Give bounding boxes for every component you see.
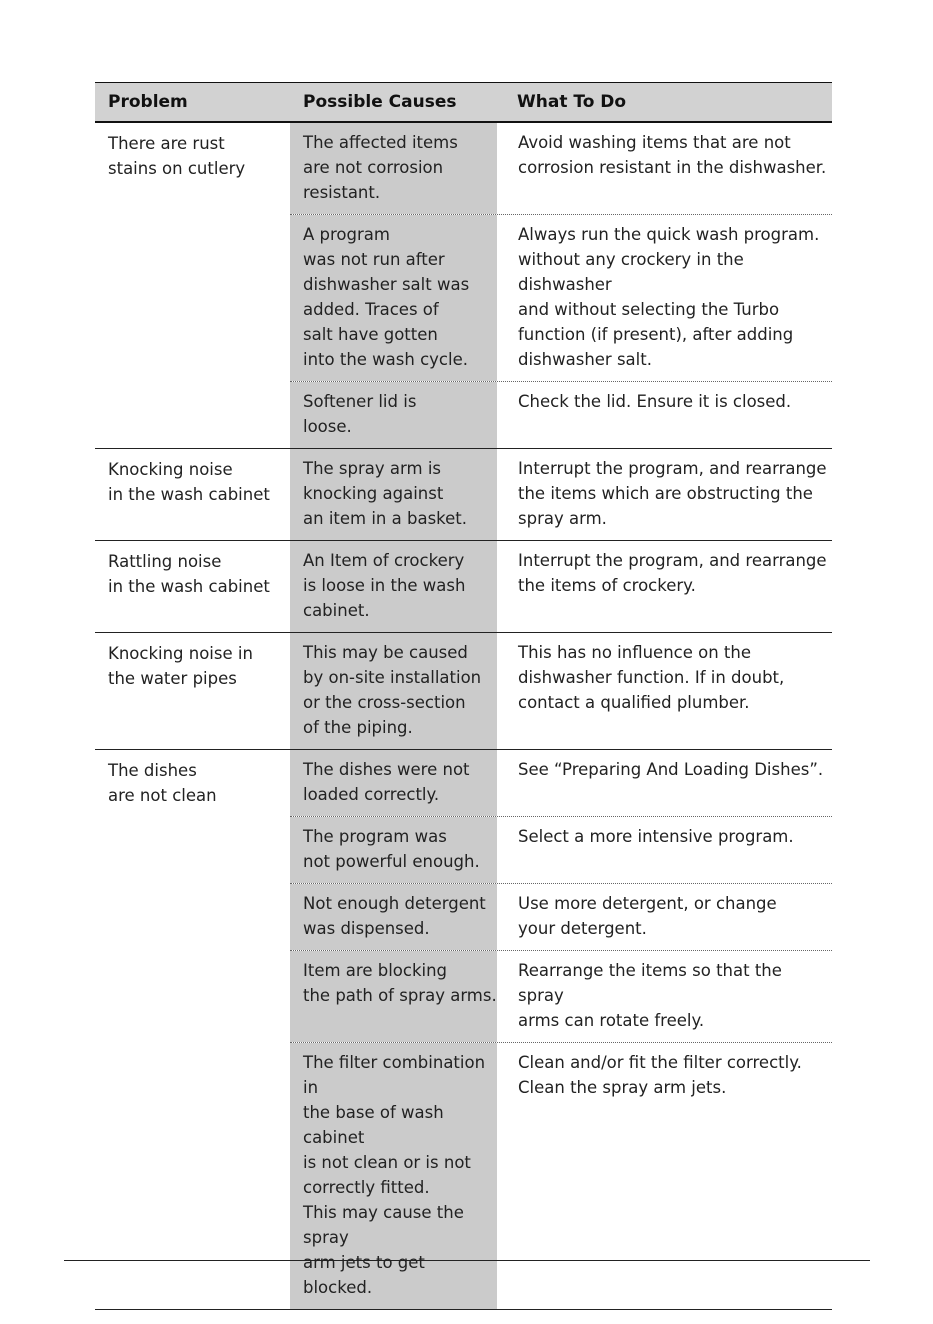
cause-rows: [290, 449, 832, 540]
todo-cell: Interrupt the program, and rearrange the items of crockery.: [518, 551, 827, 595]
todo-cell: Select a more intensive program.: [518, 827, 794, 846]
header-problem: Problem: [108, 92, 188, 112]
table-row: [290, 817, 832, 884]
table-row: [290, 884, 832, 951]
cause-cell: The affected items are not corrosion resistant.: [290, 123, 497, 214]
todo-cell: Interrupt the program, and rearrange the items which are obstructing the spray arm.: [518, 459, 827, 528]
footer-divider: [64, 1260, 870, 1261]
cause-rows: [290, 750, 832, 1309]
cause-cell: The dishes were not loaded correctly.: [290, 750, 497, 816]
table-row: [290, 541, 832, 632]
troubleshooting-table: [95, 82, 832, 1310]
table-row: [290, 123, 832, 215]
cause-cell: The program was not powerful enough.: [290, 817, 497, 883]
todo-cell: Use more detergent, or change your detergent.: [518, 894, 777, 938]
cause-cell: A program was not run after dishwasher salt was added. Traces of salt have gotten into the wash cycle.: [290, 215, 497, 381]
table-row: [290, 382, 832, 448]
cause-rows: [290, 541, 832, 632]
problem-group-water-pipes: [95, 633, 832, 750]
table-row: [290, 951, 832, 1043]
cause-rows: [290, 633, 832, 749]
header-what-to-do: What To Do: [517, 92, 627, 112]
table-row: [290, 449, 832, 540]
cause-cell: Not enough detergent was dispensed.: [290, 884, 497, 950]
problem-group-knocking-noise-cabinet: [95, 449, 832, 541]
todo-cell: Always run the quick wash program. without any crockery in the dishwasher and without selecting the Turbo function (if present), after adding dishwasher salt.: [518, 225, 820, 369]
problem-cell: There are rust stains on cutlery: [108, 134, 246, 178]
cause-cell: The spray arm is knocking against an item in a basket.: [290, 449, 497, 540]
cause-cell: Softener lid is loose.: [290, 382, 497, 448]
table-header: [95, 82, 832, 123]
table-row: [290, 1043, 832, 1309]
table-row: [290, 215, 832, 382]
problem-group-rattling-noise: [95, 541, 832, 633]
header-possible-causes: Possible Causes: [303, 92, 457, 112]
cause-cell: This may be caused by on-site installation or the cross-section of the piping.: [290, 633, 497, 749]
problem-group-dishes-not-clean: [95, 750, 832, 1310]
todo-cell: Avoid washing items that are not corrosion resistant in the dishwasher.: [518, 133, 827, 177]
cause-rows: [290, 123, 832, 448]
problem-group-rust-stains: [95, 123, 832, 449]
cause-cell: An Item of crockery is loose in the wash cabinet.: [290, 541, 497, 632]
table-row: [290, 633, 832, 749]
todo-cell: Check the lid. Ensure it is closed.: [518, 392, 792, 411]
problem-cell: Knocking noise in the wash cabinet: [108, 460, 270, 504]
cause-cell: The filter combination in the base of wash cabinet is not clean or is not correctly fitted. This may cause the spray arm jets to get blocked.: [290, 1043, 497, 1309]
cause-cell: Item are blocking the path of spray arms.: [290, 951, 497, 1042]
todo-cell: This has no influence on the dishwasher function. If in doubt, contact a qualified plumber.: [518, 643, 785, 712]
problem-cell: The dishes are not clean: [108, 761, 217, 805]
table-row: [290, 750, 832, 817]
todo-cell: Clean and/or fit the filter correctly. Clean the spray arm jets.: [518, 1053, 802, 1097]
todo-cell: See “Preparing And Loading Dishes”.: [518, 760, 824, 779]
problem-cell: Knocking noise in the water pipes: [108, 644, 253, 688]
problem-cell: Rattling noise in the wash cabinet: [108, 552, 270, 596]
todo-cell: Rearrange the items so that the spray arms can rotate freely.: [518, 961, 782, 1030]
